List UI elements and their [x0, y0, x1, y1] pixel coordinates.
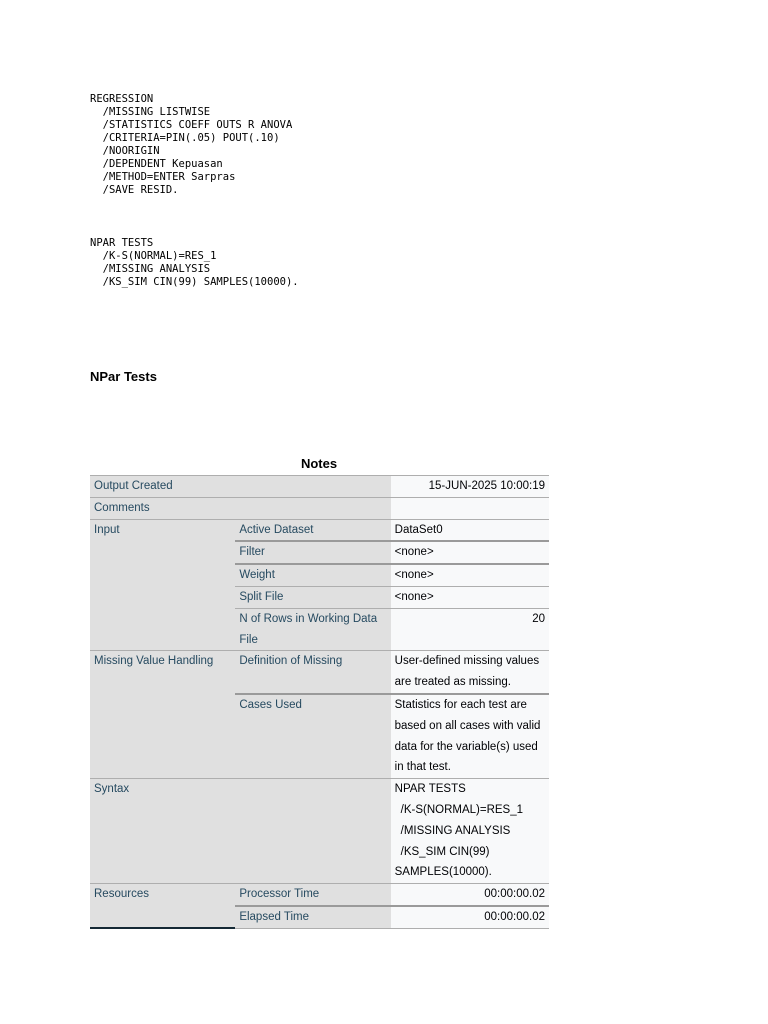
output-created-value: 15-JUN-2025 10:00:19	[391, 476, 549, 498]
elapsed-time-value: 00:00:00.02	[391, 906, 549, 928]
processor-time-label: Processor Time	[235, 884, 390, 906]
regression-syntax-block: REGRESSION /MISSING LISTWISE /STATISTICS COEFF OUTS R ANOVA /CRITERIA=PIN(.05) POUT(.10) /NOORIGIN /DEPENDENT Kepuasan /METHOD=ENTER Sarpras /SAVE RESID.	[90, 93, 293, 196]
filter-label: Filter	[235, 541, 390, 564]
syntax-line: /K-S(NORMAL)=RES_1	[400, 803, 524, 816]
output-created-label: Output Created	[90, 476, 391, 498]
section-heading: NPar Tests	[90, 369, 157, 384]
split-file-label: Split File	[235, 586, 390, 608]
syntax-line: /MISSING ANALYSIS	[400, 824, 511, 837]
n-rows-label: N of Rows in Working Data File	[235, 608, 390, 651]
resources-label: Resources	[90, 884, 235, 929]
weight-value: <none>	[391, 564, 549, 586]
notes-table-title: Notes	[300, 456, 338, 471]
table-row	[90, 651, 549, 694]
active-dataset-label: Active Dataset	[235, 519, 390, 541]
table-row	[90, 519, 549, 541]
syntax-label: Syntax	[90, 779, 391, 884]
weight-label: Weight	[235, 564, 390, 586]
definition-of-missing-label: Definition of Missing	[235, 651, 390, 694]
npar-syntax-block: NPAR TESTS /K-S(NORMAL)=RES_1 /MISSING ANALYSIS /KS_SIM CIN(99) SAMPLES(10000).	[90, 237, 299, 288]
comments-label: Comments	[90, 497, 391, 519]
syntax-line: /KS_SIM CIN(99)	[400, 845, 490, 858]
table-row	[90, 497, 549, 519]
table-row	[90, 476, 549, 498]
input-label: Input	[90, 519, 235, 651]
definition-of-missing-value: User-defined missing values are treated as missing.	[391, 651, 549, 694]
n-rows-value: 20	[391, 608, 549, 651]
syntax-value	[391, 779, 549, 884]
processor-time-value: 00:00:00.02	[391, 884, 549, 906]
notes-table	[90, 475, 549, 929]
missing-value-handling-label: Missing Value Handling	[90, 651, 235, 779]
elapsed-time-label: Elapsed Time	[235, 906, 390, 928]
syntax-line: SAMPLES(10000).	[394, 866, 492, 879]
table-row	[90, 779, 549, 884]
syntax-line: NPAR TESTS	[394, 783, 466, 796]
table-row	[90, 884, 549, 906]
cases-used-label: Cases Used	[235, 694, 390, 779]
comments-value	[391, 497, 549, 519]
filter-value: <none>	[391, 541, 549, 564]
active-dataset-value: DataSet0	[391, 519, 549, 541]
cases-used-value: Statistics for each test are based on all cases with valid data for the variable(s) used in that test.	[391, 694, 549, 779]
split-file-value: <none>	[391, 586, 549, 608]
